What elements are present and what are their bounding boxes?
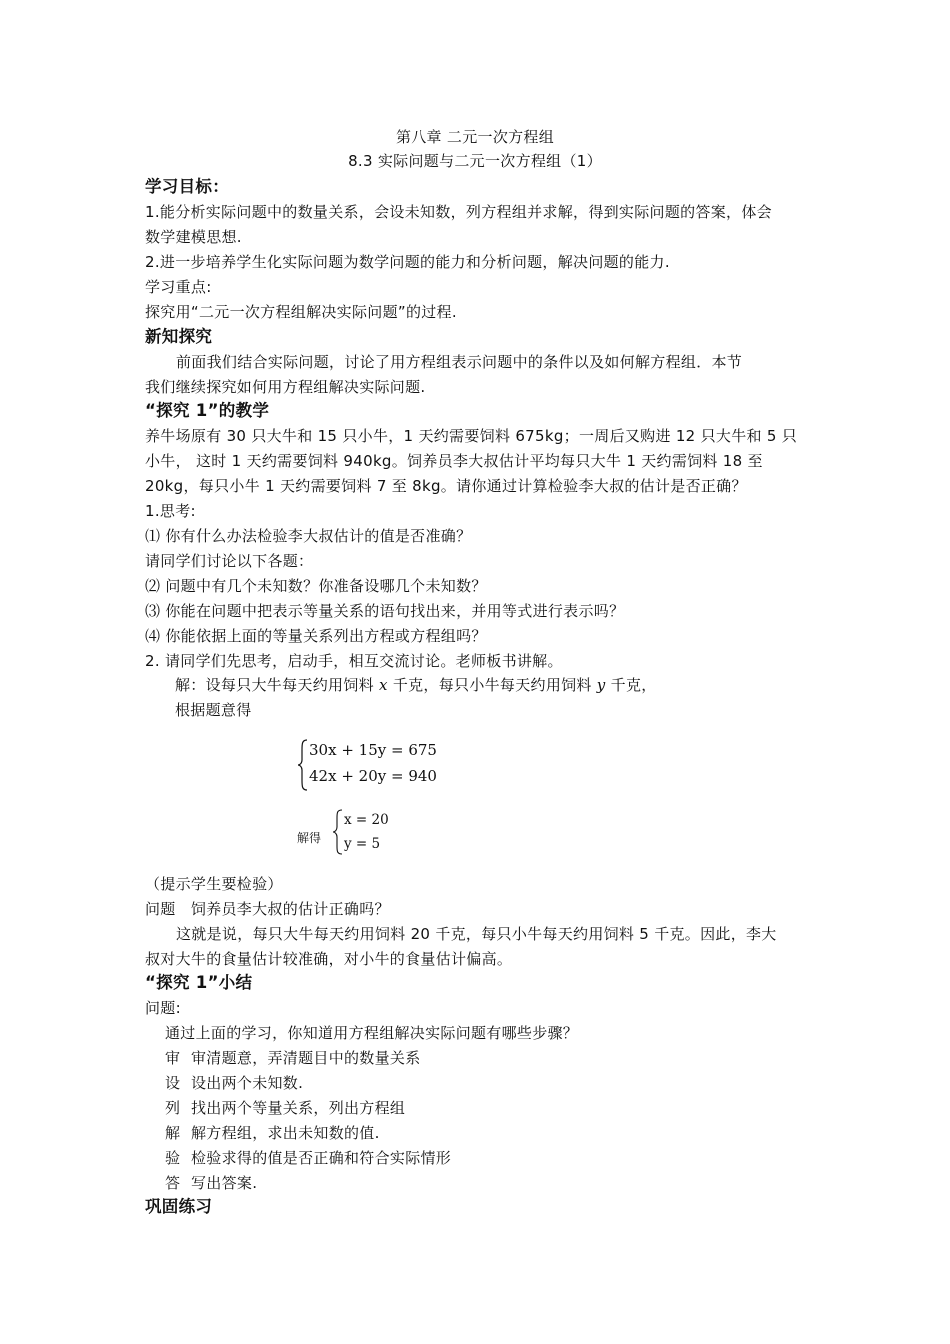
question-2: ⑵ 问题中有几个未知数？你准备设哪几个未知数？ (145, 577, 487, 595)
by-problem-label: 根据题意得 (175, 701, 252, 719)
step-2: 2. 请同学们先思考，启动手，相互交流讨论。老师板书讲解。 (145, 652, 563, 670)
step-verify (165, 1148, 451, 1168)
discuss-prompt: 请同学们讨论以下各题： (145, 552, 314, 570)
step-key: 设 (165, 1074, 181, 1092)
question-3: ⑶ 你能在问题中把表示等量关系的语句找出来，并用等式进行表示吗？ (145, 602, 625, 620)
key-points-text: 探究用“二元一次方程组解决实际问题”的过程. (145, 303, 457, 321)
think-label: 1.思考: (145, 502, 196, 520)
var-x: x (378, 676, 388, 694)
step-text: 写出答案. (191, 1174, 258, 1192)
explore-heading: 新知探究 (145, 327, 213, 346)
key-points-label: 学习重点: (145, 278, 212, 296)
solved-label: 解得 (297, 831, 322, 845)
equation-brace (296, 738, 310, 792)
verify-question: 问题 饲养员李大叔的估计正确吗？ (145, 900, 390, 918)
problem-line-2: 小牛， 这时 1 天约需要饲料 940kg。饲养员李大叔估计平均每只大牛 1 天约需饲料 18 至 (145, 452, 763, 470)
step-solve (165, 1123, 380, 1143)
practice-heading: 巩固练习 (145, 1197, 213, 1216)
chapter-title: 第八章 二元一次方程组 (395, 128, 555, 146)
equation-1: 30x + 15y = 675 (309, 741, 437, 759)
step-key: 答 (165, 1174, 181, 1192)
step-key: 审 (165, 1049, 181, 1067)
goal-1-line-2: 数学建模思想. (145, 228, 242, 246)
step-key: 验 (165, 1149, 181, 1167)
problem-line-1: 养牛场原有 30 只大牛和 15 只小牛，1 天约需要饲料 675kg；一周后又购进 12 只大牛和 5 只 (145, 427, 798, 445)
step-text: 审清题意，弄清题目中的数量关系 (191, 1049, 421, 1067)
solution-setup (175, 675, 657, 695)
summary-question-text: 通过上面的学习，你知道用方程组解决实际问题有哪些步骤？ (165, 1024, 579, 1042)
explore-intro-line-2: 我们继续探究如何用方程组解决实际问题. (145, 378, 426, 396)
solution-x: x = 20 (344, 812, 389, 828)
solution-setup-c: 千克， (605, 676, 657, 694)
step-text: 找出两个等量关系，列出方程组 (191, 1099, 406, 1117)
equation-2: 42x + 20y = 940 (309, 767, 437, 785)
question-1: ⑴ 你有什么办法检验李大叔估计的值是否准确？ (145, 527, 472, 545)
step-list (165, 1098, 405, 1118)
solution-y: y = 5 (344, 836, 381, 852)
check-hint: （提示学生要检验） (145, 875, 283, 893)
teach1-heading: “探究 1”的教学 (145, 401, 270, 420)
goals-heading: 学习目标： (145, 177, 229, 196)
step-key: 列 (165, 1099, 181, 1117)
section-title: 8.3 实际问题与二元一次方程组（1） (348, 152, 602, 170)
step-text: 解方程组，求出未知数的值. (191, 1124, 380, 1142)
var-y: y (596, 676, 606, 694)
summary1-heading: “探究 1”小结 (145, 973, 253, 992)
explore-intro-line-1: 前面我们结合实际问题，讨论了用方程组表示问题中的条件以及如何解方程组．本节 (176, 353, 743, 371)
solution-brace (332, 808, 344, 856)
goal-2: 2.进一步培养学生化实际问题为数学问题的能力和分析问题，解决问题的能力. (145, 253, 670, 271)
solution-setup-b: 千克，每只小牛每天约用饲料 (387, 676, 597, 694)
answer-line-2: 叔对大牛的食量估计较准确，对小牛的食量估计偏高。 (145, 950, 513, 968)
summary-question-label: 问题: (145, 999, 181, 1017)
question-4: ⑷ 你能依据上面的等量关系列出方程或方程组吗？ (145, 627, 487, 645)
step-answer (165, 1173, 257, 1193)
step-text: 设出两个未知数. (191, 1074, 304, 1092)
step-key: 解 (165, 1124, 181, 1142)
problem-line-3: 20kg，每只小牛 1 天约需要饲料 7 至 8kg。请你通过计算检验李大叔的估计是否正确？ (145, 477, 747, 495)
step-examine (165, 1048, 421, 1068)
step-set (165, 1073, 303, 1093)
goal-1-line-1: 1.能分析实际问题中的数量关系，会设未知数，列方程组并求解，得到实际问题的答案，体会 (145, 203, 772, 221)
step-text: 检验求得的值是否正确和符合实际情形 (191, 1149, 452, 1167)
solution-setup-a: 解：设每只大牛每天约用饲料 (175, 676, 379, 694)
answer-line-1: 这就是说，每只大牛每天约用饲料 20 千克，每只小牛每天约用饲料 5 千克。因此，李大 (176, 925, 777, 943)
